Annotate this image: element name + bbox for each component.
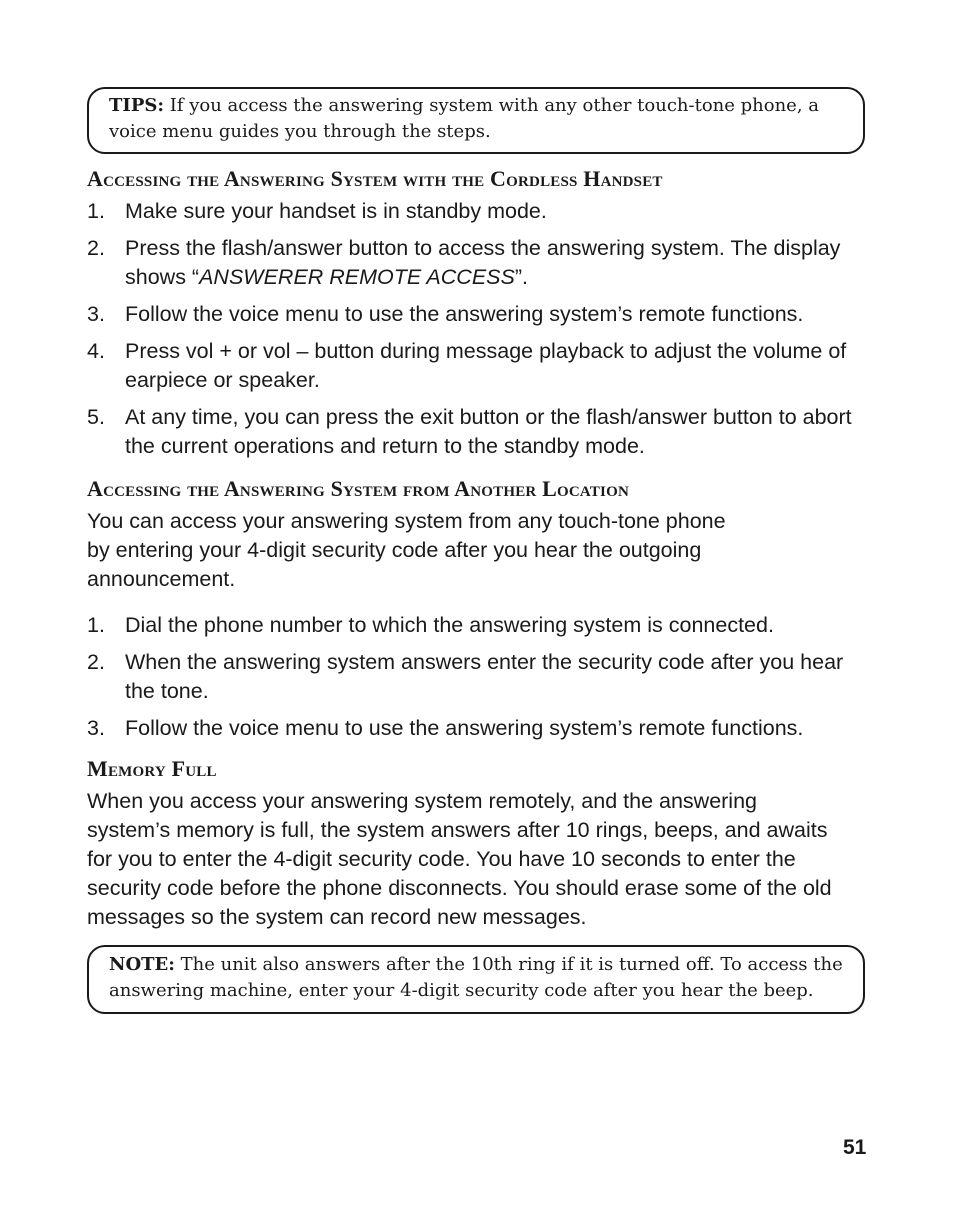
step-text: Press vol + or vol – button during message playback to adjust the volume of earpiece or speaker. bbox=[125, 339, 847, 392]
step-text: At any time, you can press the exit button or the flash/answer button to abort the current operations and return to the standby mode. bbox=[125, 405, 852, 458]
list-item bbox=[87, 611, 877, 640]
list-item bbox=[87, 403, 877, 461]
step-text: When the answering system answers enter the security code after you hear the tone. bbox=[125, 650, 844, 703]
list-item bbox=[87, 300, 877, 329]
list-item bbox=[87, 648, 877, 706]
tips-box bbox=[87, 87, 865, 154]
note-text: The unit also answers after the 10th ring if it is turned off. To access the answering machine, enter your 4-digit security code after you hear the beep. bbox=[109, 954, 843, 1001]
step-text: Dial the phone number to which the answering system is connected. bbox=[125, 613, 774, 637]
section-heading-another-location: Accessing the Answering System from Another Location bbox=[87, 476, 629, 501]
another-location-steps bbox=[87, 611, 877, 751]
list-item bbox=[87, 234, 877, 292]
step-number: 3. bbox=[87, 716, 105, 740]
step-number: 3. bbox=[87, 302, 105, 326]
list-item bbox=[87, 337, 877, 395]
note-label: NOTE: bbox=[109, 954, 175, 975]
step-text: Follow the voice menu to use the answering system’s remote functions. bbox=[125, 302, 804, 326]
step-number: 5. bbox=[87, 405, 105, 429]
note-box bbox=[87, 945, 865, 1014]
step-text: Follow the voice menu to use the answering system’s remote functions. bbox=[125, 716, 804, 740]
step-number: 4. bbox=[87, 339, 105, 363]
page-number: 51 bbox=[843, 1136, 867, 1159]
cordless-handset-steps bbox=[87, 197, 877, 469]
tips-label: TIPS: bbox=[109, 95, 164, 116]
list-item bbox=[87, 714, 877, 743]
section-heading-cordless-handset: Accessing the Answering System with the Cordless Handset bbox=[87, 166, 663, 191]
another-location-intro: You can access your answering system from any touch-tone phone by entering your 4-digit security code after you hear the outgoing announcement. bbox=[87, 509, 726, 591]
section-heading-memory-full: Memory Full bbox=[87, 756, 217, 781]
step-number: 1. bbox=[87, 199, 105, 223]
memory-full-body: When you access your answering system remotely, and the answering system’s memory is full, the system answers after 10 rings, beeps, and awaits for you to enter the 4-digit security code. You have 10 seconds to enter the security code before the phone disconnects. You should erase some of the old messages so the system can record new messages. bbox=[87, 789, 832, 929]
step-text-end: ”. bbox=[514, 265, 528, 289]
step-text: Press the flash/answer button to access the answering system. The display shows “ bbox=[125, 236, 841, 289]
step-text: Make sure your handset is in standby mode. bbox=[125, 199, 547, 223]
display-message: ANSWERER REMOTE ACCESS bbox=[199, 265, 515, 289]
step-number: 2. bbox=[87, 236, 105, 260]
step-number: 2. bbox=[87, 650, 105, 674]
list-item bbox=[87, 197, 877, 226]
tips-text: If you access the answering system with any other touch-tone phone, a voice menu guides you through the steps. bbox=[109, 95, 820, 142]
step-number: 1. bbox=[87, 613, 105, 637]
